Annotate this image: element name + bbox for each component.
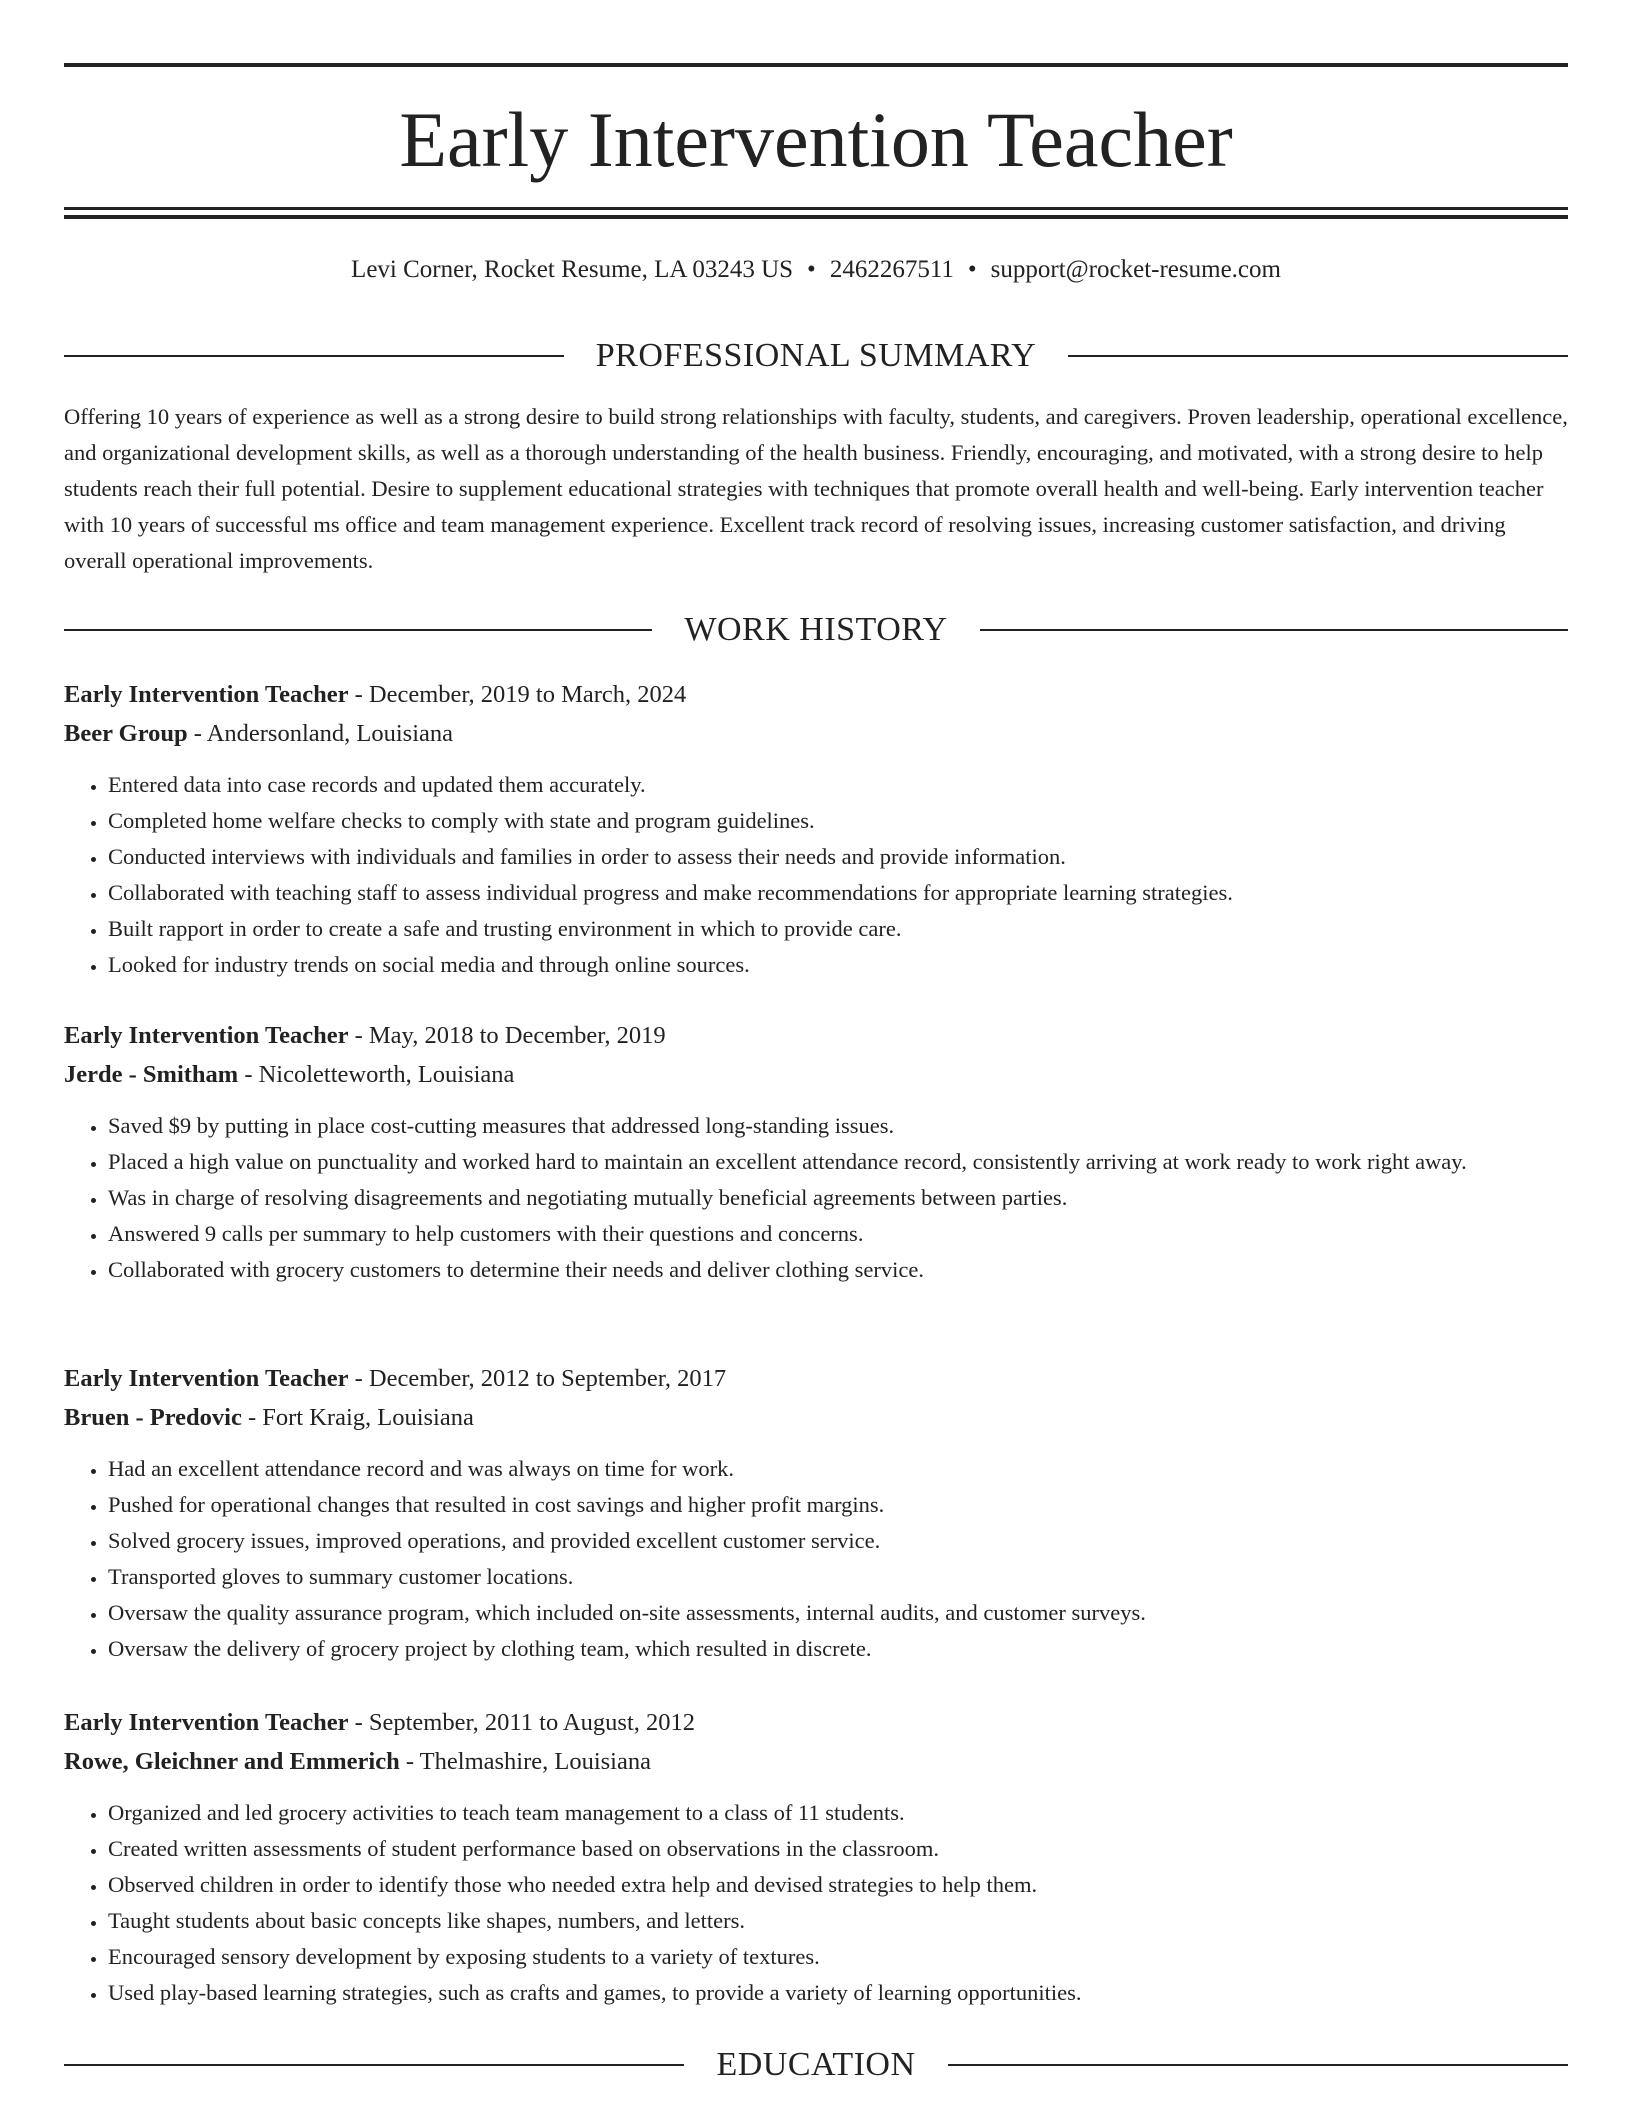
header-double-rule-upper	[64, 207, 1568, 210]
section-heading-work	[64, 608, 1568, 652]
job-company-line	[64, 1742, 1568, 1781]
job-title-line	[64, 1703, 1568, 1742]
job-location: - Andersonland, Louisiana	[187, 720, 454, 747]
job-dates: - December, 2019 to March, 2024	[348, 681, 687, 708]
job-location: - Fort Kraig, Louisiana	[241, 1404, 474, 1431]
job-bullet: • Had an excellent attendance record and was always on time for work.	[108, 1451, 1568, 1487]
contact-address: Levi Corner, Rocket Resume, LA 03243 US	[351, 256, 794, 283]
job-bullet: • Built rapport in order to create a safe and trusting environment in which to provide care.	[108, 911, 1568, 947]
job-company-line	[64, 1398, 1568, 1437]
job-bullet: • Encouraged sensory development by exposing students to a variety of textures.	[108, 1939, 1568, 1975]
job-title: Early Intervention Teacher	[64, 681, 349, 708]
job-entry	[64, 675, 1568, 983]
section-rule-right	[980, 629, 1568, 631]
professional-summary-text: Offering 10 years of experience as well as a strong desire to build strong relationships with faculty, students, and caregivers. Proven leadership, operational excellence, and organizational development skills, as well as a thorough understanding of the health business. Friendly, encouraging, and motivated, with a strong desire to help students reach their full potential. Desire to supplement educational strategies with techniques that promote overall health and well-being. Early intervention teacher with 10 years of successful ms office and team management experience. Excellent track record of resolving issues, increasing customer satisfaction, and driving overall operational improvements.	[64, 404, 1568, 573]
job-company: Beer Group	[64, 720, 188, 747]
section-rule-left	[64, 2064, 684, 2066]
job-company: Jerde - Smitham	[64, 1061, 239, 1088]
contact-separator: •	[807, 256, 816, 283]
contact-email: support@rocket-resume.com	[990, 256, 1281, 283]
job-entry	[64, 1703, 1568, 2011]
job-bullet: • Entered data into case records and updated them accurately.	[108, 767, 1568, 803]
job-bullet: • Organized and led grocery activities to teach team management to a class of 11 students.	[108, 1795, 1568, 1831]
job-bullet: • Was in charge of resolving disagreements and negotiating mutually beneficial agreements between parties.	[108, 1180, 1568, 1216]
section-heading-summary	[64, 334, 1568, 378]
job-dates: - September, 2011 to August, 2012	[348, 1709, 695, 1736]
header-top-rule	[64, 63, 1568, 67]
job-bullet: • Oversaw the delivery of grocery project by clothing team, which resulted in discrete.	[108, 1631, 1568, 1667]
job-title-line	[64, 1359, 1568, 1398]
job-bullet-list	[64, 1108, 1568, 1288]
job-bullet: • Looked for industry trends on social media and through online sources.	[108, 947, 1568, 983]
job-title-line	[64, 1016, 1568, 1055]
job-bullet: • Oversaw the quality assurance program, which included on-site assessments, internal audits, and customer surveys.	[108, 1595, 1568, 1631]
section-rule-left	[64, 629, 652, 631]
job-bullet: • Taught students about basic concepts like shapes, numbers, and letters.	[108, 1903, 1568, 1939]
job-company-line	[64, 1055, 1568, 1094]
job-dates: - May, 2018 to December, 2019	[348, 1022, 666, 1049]
job-location: - Nicoletteworth, Louisiana	[238, 1061, 515, 1088]
job-bullet: • Solved grocery issues, improved operations, and provided excellent customer service.	[108, 1523, 1568, 1559]
job-bullet-list	[64, 767, 1568, 983]
job-bullet: • Collaborated with teaching staff to assess individual progress and make recommendations for appropriate learning strategies.	[108, 875, 1568, 911]
section-rule-right	[948, 2064, 1568, 2066]
job-company-line	[64, 714, 1568, 753]
job-title: Early Intervention Teacher	[64, 1022, 349, 1049]
job-bullet: • Answered 9 calls per summary to help customers with their questions and concerns.	[108, 1216, 1568, 1252]
section-heading-education	[64, 2043, 1568, 2087]
section-title: PROFESSIONAL SUMMARY	[595, 337, 1037, 374]
job-entry	[64, 1359, 1568, 1667]
job-bullet: • Pushed for operational changes that resulted in cost savings and higher profit margins.	[108, 1487, 1568, 1523]
job-title: Early Intervention Teacher	[64, 1365, 349, 1392]
resume-title: Early Intervention Teacher	[399, 96, 1233, 183]
contact-line	[64, 252, 1568, 288]
section-title: WORK HISTORY	[684, 611, 948, 648]
section-rule-right	[1068, 355, 1568, 357]
job-bullet: • Saved $9 by putting in place cost-cutting measures that addressed long-standing issues.	[108, 1108, 1568, 1144]
job-company: Rowe, Gleichner and Emmerich	[64, 1748, 400, 1775]
section-rule-left	[64, 355, 564, 357]
job-bullet: • Used play-based learning strategies, such as crafts and games, to provide a variety of learning opportunities.	[108, 1975, 1568, 2011]
job-bullet-list	[64, 1795, 1568, 2011]
header-double-rule-lower	[64, 215, 1568, 219]
job-bullet-list	[64, 1451, 1568, 1667]
contact-separator: •	[967, 256, 977, 283]
job-bullet: • Placed a high value on punctuality and worked hard to maintain an excellent attendance record, consistently arriving at work ready to work right away.	[108, 1144, 1568, 1180]
section-title: EDUCATION	[716, 2046, 916, 2083]
job-bullet: • Conducted interviews with individuals and families in order to assess their needs and provide information.	[108, 839, 1568, 875]
job-bullet: • Transported gloves to summary customer locations.	[108, 1559, 1568, 1595]
job-title: Early Intervention Teacher	[64, 1709, 349, 1736]
job-bullet: • Observed children in order to identify those who needed extra help and devised strategies to help them.	[108, 1867, 1568, 1903]
job-company: Bruen - Predovic	[64, 1404, 242, 1431]
job-title-line	[64, 675, 1568, 714]
job-location: - Thelmashire, Louisiana	[399, 1748, 651, 1775]
contact-phone: 2462267511	[829, 256, 954, 283]
job-dates: - December, 2012 to September, 2017	[348, 1365, 727, 1392]
job-bullet: • Completed home welfare checks to comply with state and program guidelines.	[108, 803, 1568, 839]
job-entry	[64, 1016, 1568, 1288]
job-bullet: • Created written assessments of student performance based on observations in the classroom.	[108, 1831, 1568, 1867]
job-bullet: • Collaborated with grocery customers to determine their needs and deliver clothing service.	[108, 1252, 1568, 1288]
